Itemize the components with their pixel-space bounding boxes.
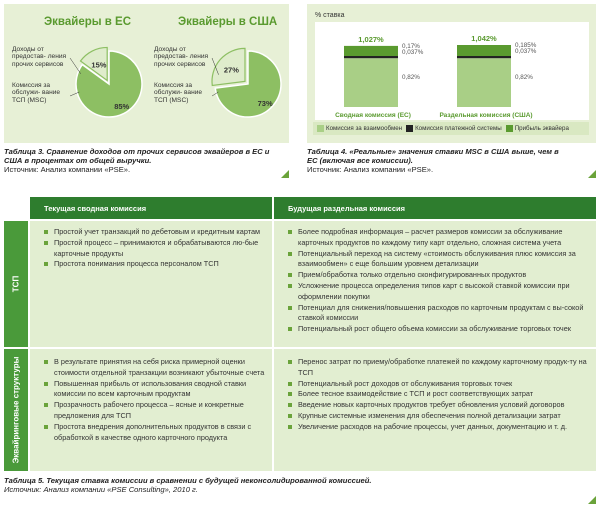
bar-segment-0 xyxy=(457,58,511,107)
table-5-caption xyxy=(4,476,584,494)
cell-merchants-current xyxy=(30,221,272,347)
bar-label-interchange: 0,82% xyxy=(402,74,420,81)
eu-label-msc: Комиссия за обслужи- вание ТСП (MSC) xyxy=(12,82,61,104)
list-item: Более подробная информация – расчет размеров комиссии за обслуживание карточных продуктов по каждому типу карт отдельно, сложная система учета xyxy=(288,227,590,249)
figure-4-caption-title: Таблица 4. «Реальные» значения ставки MSC в США выше, чем в ЕС (включая все комиссии). xyxy=(307,147,559,166)
table-corner xyxy=(4,197,30,219)
pie-label-other: 15% xyxy=(91,60,107,70)
cell-acquirers-current xyxy=(30,349,272,471)
legend-swatch-interchange xyxy=(317,125,324,132)
leader-line xyxy=(70,58,81,74)
figure-3-caption-title: Таблица 3. Сравнение доходов от прочих сервисов эквайеров в ЕС и США в процентах от общей выручки. xyxy=(4,147,270,166)
list-item: Простой процесс – принимаются и обрабатываются лю-бые карточные продукты xyxy=(44,238,266,260)
bar-label-scheme: 0,037% xyxy=(515,48,537,55)
bar-label-profit: 0,185% xyxy=(515,42,537,49)
row-label-acquirers: Эквайринговые структуры xyxy=(4,349,28,471)
bar-category-label: Сводная комиссия (ЕС) xyxy=(335,112,411,119)
pie-eu xyxy=(70,47,142,117)
pie-us xyxy=(212,48,281,117)
bar-category-label: Раздельная комиссия (США) xyxy=(439,112,533,119)
legend-swatch-profit xyxy=(506,125,513,132)
cell-acquirers-future xyxy=(274,349,596,471)
bar-total-label: 1,027% xyxy=(358,34,384,44)
us-label-other: Доходы от предостав- ления прочих сервисов xyxy=(154,46,209,68)
us-label-msc: Комиссия за обслужи- вание ТСП (MSC) xyxy=(154,82,203,104)
list-item: Усложнение процесса определения типов карт с высокой ставкой комиссии при оформлении покупки xyxy=(288,281,590,303)
column-header-future: Будущая раздельная комиссия xyxy=(274,197,596,219)
legend-item-scheme: Комиссия платежной системы xyxy=(406,125,502,132)
list-item: Потенциальный переход на систему «стоимость обслуживания плюс комиссия за взаимообмен» с еще большим уровнем детализации xyxy=(288,249,590,271)
corner-marker xyxy=(588,170,596,178)
y-axis-label: % ставка xyxy=(315,12,345,19)
bar-segment-2 xyxy=(344,46,398,56)
legend-item-interchange: Комиссия за взаимообмен xyxy=(317,125,402,132)
eu-label-other: Доходы от предостав- ления прочих сервисов xyxy=(12,46,67,68)
list-item: Крупные системные изменения для обеспечения полной детализации затрат xyxy=(288,411,590,422)
list-item: Простота внедрения дополнительных продуктов в связи с обработкой в качестве одного карточного продукта xyxy=(44,422,266,444)
corner-marker xyxy=(588,496,596,504)
figure-3-panel xyxy=(4,4,289,143)
figure-4-caption xyxy=(307,147,567,175)
eu-pie-chart xyxy=(4,4,289,143)
bar-segment-2 xyxy=(457,45,511,56)
corner-marker xyxy=(281,170,289,178)
table-5-caption-title: Таблица 5. Текущая ставка комиссии в сравнении с будущей неконсолидированной комиссией. xyxy=(4,476,372,485)
bar-0 xyxy=(335,35,424,119)
pie-label-msc: 73% xyxy=(257,98,273,108)
bar-label-scheme: 0,037% xyxy=(402,48,424,56)
chart-legend xyxy=(313,122,589,135)
bar-segment-1 xyxy=(344,56,398,58)
list-item: Перенос затрат по приему/обработке платежей по каждому карточному продук-ту на ТСП xyxy=(288,357,590,379)
row-label-merchants: ТСП xyxy=(4,221,28,347)
us-chart-title: Эквайеры в США xyxy=(178,16,278,28)
figure-4-panel xyxy=(307,4,596,143)
pie-label-msc: 85% xyxy=(114,102,130,112)
list-item: Потенциальный рост общего объема комиссии за обслуживание торговых точек xyxy=(288,324,590,335)
list-item: Увеличение расходов на рабочие процессы, учет данных, документацию и т. д. xyxy=(288,422,590,433)
figure-3-caption xyxy=(4,147,289,175)
legend-swatch-scheme xyxy=(406,125,413,132)
table-5 xyxy=(4,197,596,471)
bar-segment-0 xyxy=(344,58,398,107)
cell-merchants-future xyxy=(274,221,596,347)
list-item: В результате принятия на себя риска примерной оценки стоимости отдельной транзакции возникают убыточные счета xyxy=(44,357,266,379)
pie-label-other: 27% xyxy=(223,65,239,75)
bar-segment-1 xyxy=(457,56,511,58)
bar-label-profit: 0,17% xyxy=(402,42,420,50)
list-item: Простой учет транзакций по дебетовым и кредитным картам xyxy=(44,227,266,238)
list-item: Прозрачность рабочего процесса – ясные и конкретные предложения для ТСП xyxy=(44,400,266,422)
eu-chart-title: Эквайеры в ЕС xyxy=(44,16,131,28)
bar-total-label: 1,042% xyxy=(471,34,497,43)
table-5-caption-source: Источник: Анализ компании «PSE Consulting», 2010 г. xyxy=(4,485,198,495)
list-item: Прием/обработка только отдельно сконфигурированных продуктов xyxy=(288,270,590,281)
figure-4-caption-source: Источник: Анализ компании «PSE». xyxy=(307,165,434,175)
legend-item-profit: Прибыль эквайера xyxy=(506,125,569,132)
figure-3-caption-source: Источник: Анализ компании «PSE». xyxy=(4,165,131,175)
list-item: Потенциальный рост доходов от обслуживания торговых точек xyxy=(288,379,590,390)
list-item: Введение новых карточных продуктов требует обновления условий договоров xyxy=(288,400,590,411)
bar-label-interchange: 0,82% xyxy=(515,74,533,81)
column-header-current: Текущая сводная комиссия xyxy=(30,197,272,219)
list-item: Повышенная прибыль от использования сводной ставки комиссии по всем карточным продуктам xyxy=(44,379,266,401)
bar-1 xyxy=(439,34,536,119)
list-item: Потенциал для снижения/повышения расходов по карточным продуктам с вы-сокой ставкой комиссии xyxy=(288,303,590,325)
list-item: Более тесное взаимодействие с ТСП и рост соответствующих затрат xyxy=(288,389,590,400)
list-item: Простота понимания процесса персоналом ТСП xyxy=(44,259,266,270)
